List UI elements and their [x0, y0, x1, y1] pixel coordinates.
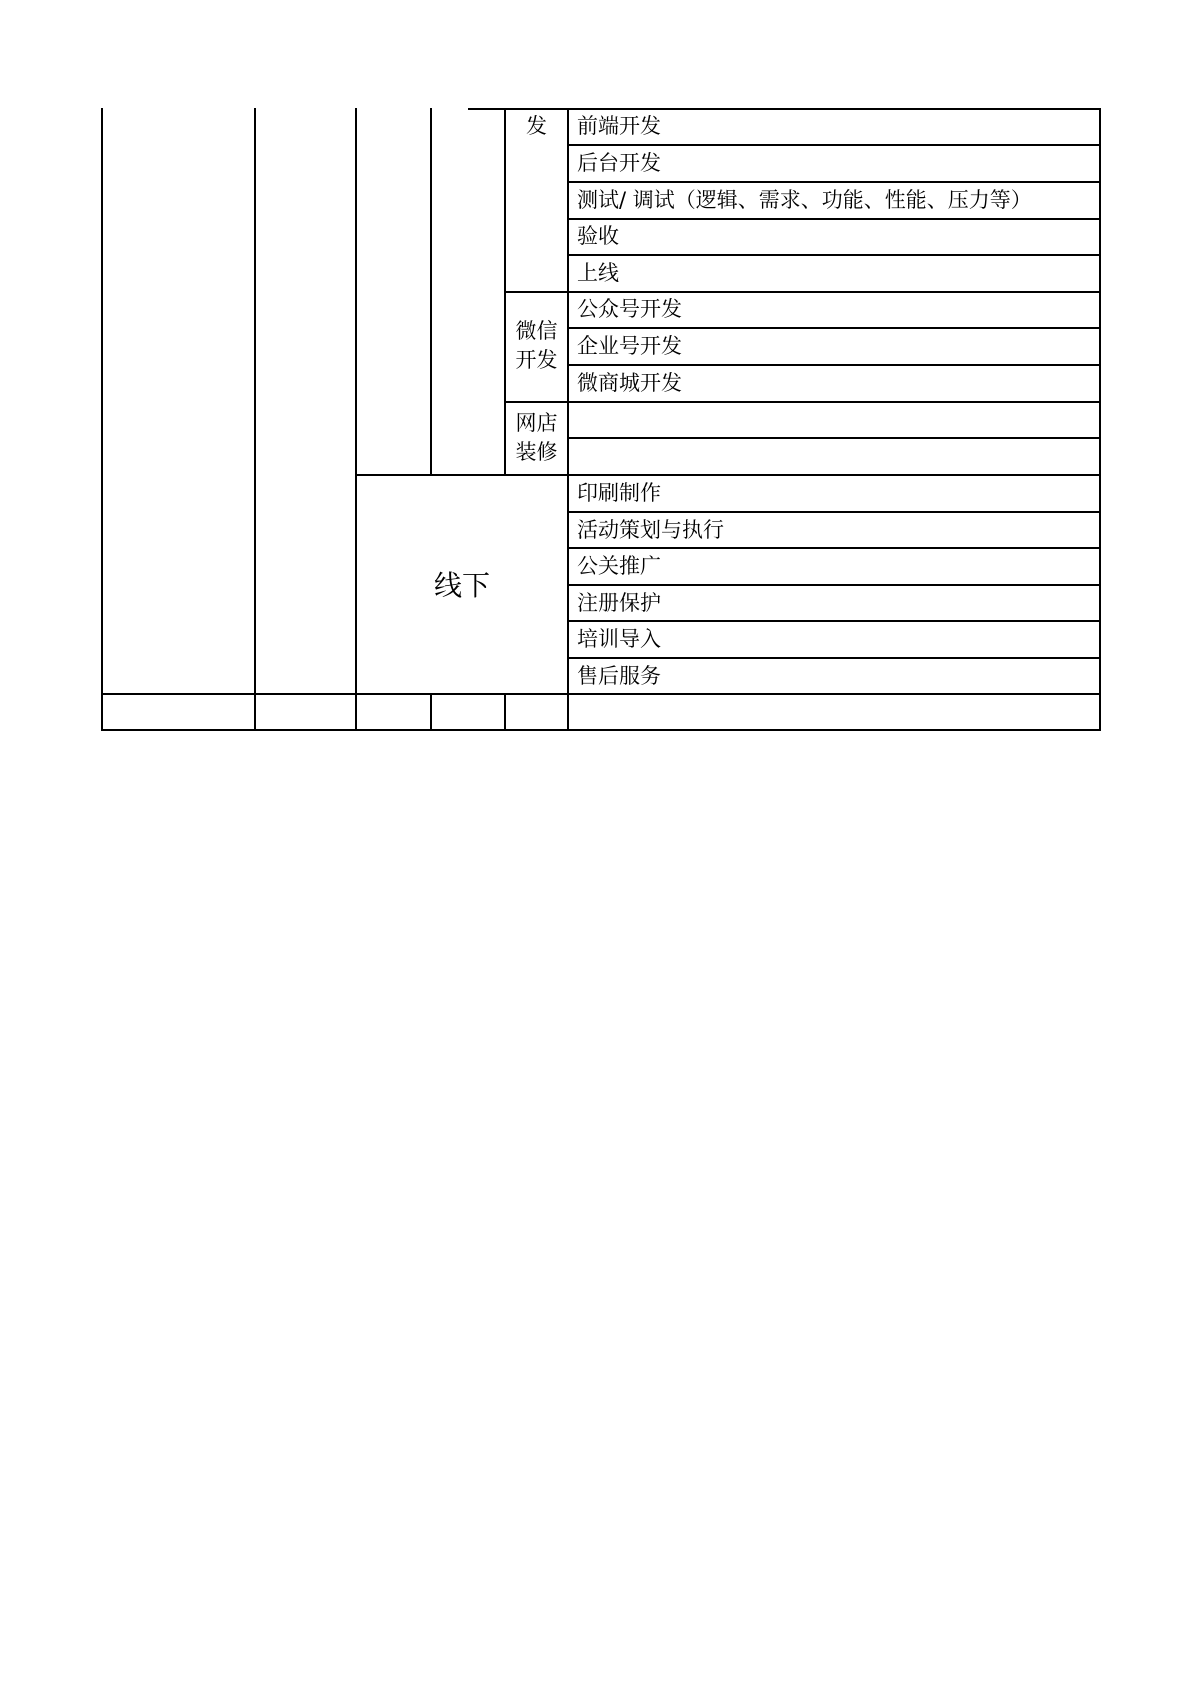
grid-line — [355, 108, 357, 731]
table-cell: 培训导入 — [577, 627, 661, 651]
table-cell: 公关推广 — [577, 554, 661, 578]
grid-line — [569, 254, 1101, 256]
table-cell: 公众号开发 — [577, 297, 682, 321]
shop-label-line1: 网店 — [515, 411, 558, 435]
table-cell: 前端开发 — [577, 114, 661, 138]
grid-line — [569, 437, 1101, 439]
spreadsheet-table — [101, 108, 1032, 731]
table-cell: 注册保护 — [577, 591, 661, 615]
grid-line — [430, 108, 432, 474]
grid-line — [254, 108, 256, 731]
grid-line — [504, 108, 506, 474]
wechat-dev-label — [508, 317, 565, 375]
table-cell: 活动策划与执行 — [577, 518, 724, 542]
grid-line — [468, 108, 1101, 110]
shop-label-line2: 装修 — [515, 440, 558, 464]
offline-label: 线下 — [433, 569, 490, 602]
wechat-label-line1: 微信 — [515, 319, 558, 343]
table-cell: 测试/ 调试（逻辑、需求、功能、性能、压力等） — [577, 188, 1032, 212]
table-cell: 印刷制作 — [577, 481, 661, 505]
grid-line — [567, 108, 569, 731]
table-cell: 后台开发 — [577, 151, 661, 175]
grid-line — [101, 729, 1101, 731]
table-cell: 售后服务 — [577, 664, 661, 688]
grid-line — [355, 474, 1101, 476]
shop-decoration-label — [508, 409, 565, 467]
grid-line — [1099, 108, 1101, 731]
grid-line — [430, 693, 432, 731]
grid-line — [569, 218, 1101, 220]
table-cell: 企业号开发 — [577, 334, 682, 358]
grid-line — [504, 693, 506, 731]
table-cell: 微商城开发 — [577, 371, 682, 395]
wechat-label-line2: 开发 — [515, 348, 558, 372]
table-cell: 验收 — [577, 224, 619, 248]
grid-line — [506, 401, 1101, 403]
table-cell: 上线 — [577, 261, 619, 285]
grid-line — [101, 108, 103, 731]
dev-section-label: 发 — [526, 114, 547, 138]
